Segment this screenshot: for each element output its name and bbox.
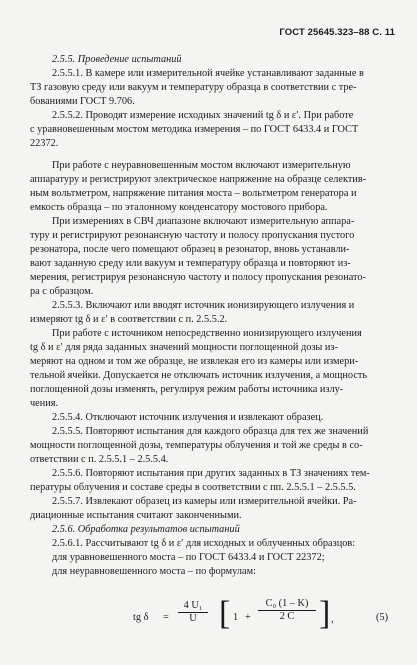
text-line: ТЗ газовую среду или вакуум и температуру образца в соответствии с тре- — [30, 82, 357, 93]
formula-fraction-2 — [258, 598, 316, 622]
text-line: аппаратуру и регистрируют электрическое напряжение на образце селектив- — [30, 174, 367, 185]
text-line: меряют на одном и том же образце, не извлекая его из камеры или измери- — [30, 356, 359, 367]
equation-number: (5) — [376, 612, 389, 623]
fraction-1-denominator: U — [189, 613, 197, 624]
text-line: чения. — [30, 398, 59, 409]
text-line: 2.5.5.1. В камере или измерительной ячейке устанавливают заданные в — [52, 68, 364, 79]
text-line: бованиями ГОСТ 9.706. — [30, 96, 135, 107]
text-line: 2.5.5.3. Включают или вводят источник ионизирующего излучения и — [52, 300, 355, 311]
formula-fraction-1 — [178, 600, 208, 624]
text-line: для неуравновешенного моста – по формулам: — [52, 566, 256, 577]
text-line: мерения, регистрируя резонансную частоту и полосу пропускания резонато- — [30, 272, 366, 283]
text-line: 2.5.5.7. Извлекают образец из камеры или измерительной ячейки. Ра- — [52, 496, 357, 507]
text-line: 22372. — [30, 138, 59, 149]
text-line: с уравновешенным мостом методика измерения – по ГОСТ 6433.4 и ГОСТ — [30, 124, 359, 135]
left-bracket: [ — [219, 595, 231, 632]
text-line: емкость образца – по эталонному конденсатору мостового прибора. — [30, 202, 328, 213]
document-body — [30, 53, 400, 579]
fraction-2-denominator: 2 C — [279, 611, 295, 622]
text-line: тельной ячейки. Допускается не отключать источник излучения, а мощность — [30, 370, 368, 381]
fraction-1-numerator: 4 U₁ — [178, 600, 208, 613]
formula-5 — [133, 594, 393, 648]
text-line: 2.5.5.5. Повторяют испытания для каждого образца для тех же значений — [52, 426, 369, 437]
text-line: для уравновешенного моста – по ГОСТ 6433.4 и ГОСТ 22372; — [52, 552, 325, 563]
text-line: 2.5.5.4. Отключают источник излучения и извлекают образец. — [52, 412, 324, 423]
text-line: ра с образцом. — [30, 286, 94, 297]
text-line: ным вольтметром, напряжение питания моста – вольтметром генератора и — [30, 188, 357, 199]
text-line: При работе с источником непосредственно ионизирующего излучения — [52, 328, 362, 339]
formula-one: 1 — [233, 612, 239, 623]
text-line: мощности поглощенной дозы, температуры облучения и той же среды в со- — [30, 440, 363, 451]
text-line: При работе с неуравновешенным мостом включают измерительную — [52, 160, 351, 171]
section-heading: 2.5.6. Обработка результатов испытаний — [52, 524, 240, 535]
text-line: tg δ и ε′ для ряда заданных значений мощности поглощенной дозы из- — [30, 342, 338, 353]
text-line: поглощенной дозы изменять, регулируя режим работы источника излу- — [30, 384, 344, 395]
text-line: резонатора, после чего помещают образец в резонатор, вновь устанавли- — [30, 244, 350, 255]
fraction-2-numerator: C₀ (1 – K) — [258, 598, 316, 611]
text-line: пературы облучения и составе среды в соответствии с пп. 2.5.5.1 – 2.5.5.5. — [30, 482, 356, 493]
text-line: вают заданную среду или вакуум и температуру образца и повторяют из- — [30, 258, 351, 269]
formula-plus: + — [245, 612, 251, 623]
text-line: 2.5.5.2. Проводят измерение исходных значений tg δ и ε′. При работе — [52, 110, 354, 121]
section-heading: 2.5.5. Проведение испытаний — [52, 54, 182, 65]
text-line: диационные испытания считают законченными. — [30, 510, 242, 521]
text-line: При измерениях в СВЧ диапазоне включают измерительную аппара- — [52, 216, 355, 227]
right-bracket: ] — [319, 595, 331, 632]
text-line: 2.5.5.6. Повторяют испытания при других заданных в ТЗ значениях тем- — [52, 468, 370, 479]
formula-equals: = — [163, 612, 169, 623]
page-header: ГОСТ 25645.323–88 С. 11 — [279, 27, 395, 38]
text-line: 2.5.6.1. Рассчитывают tg δ и ε′ для исходных и облученных образцов: — [52, 538, 356, 549]
text-line: туру и регистрируют резонансную частоту и полосу пропускания пустого — [30, 230, 355, 241]
paragraph-gap — [30, 151, 400, 159]
formula-comma: , — [331, 614, 334, 625]
formula-lhs: tg δ — [133, 612, 149, 623]
text-line: ответствии с п. 2.5.5.1 – 2.5.5.4. — [30, 454, 169, 465]
text-line: измеряют tg δ и ε′ в соответствии с п. 2.5.5.2. — [30, 314, 228, 325]
